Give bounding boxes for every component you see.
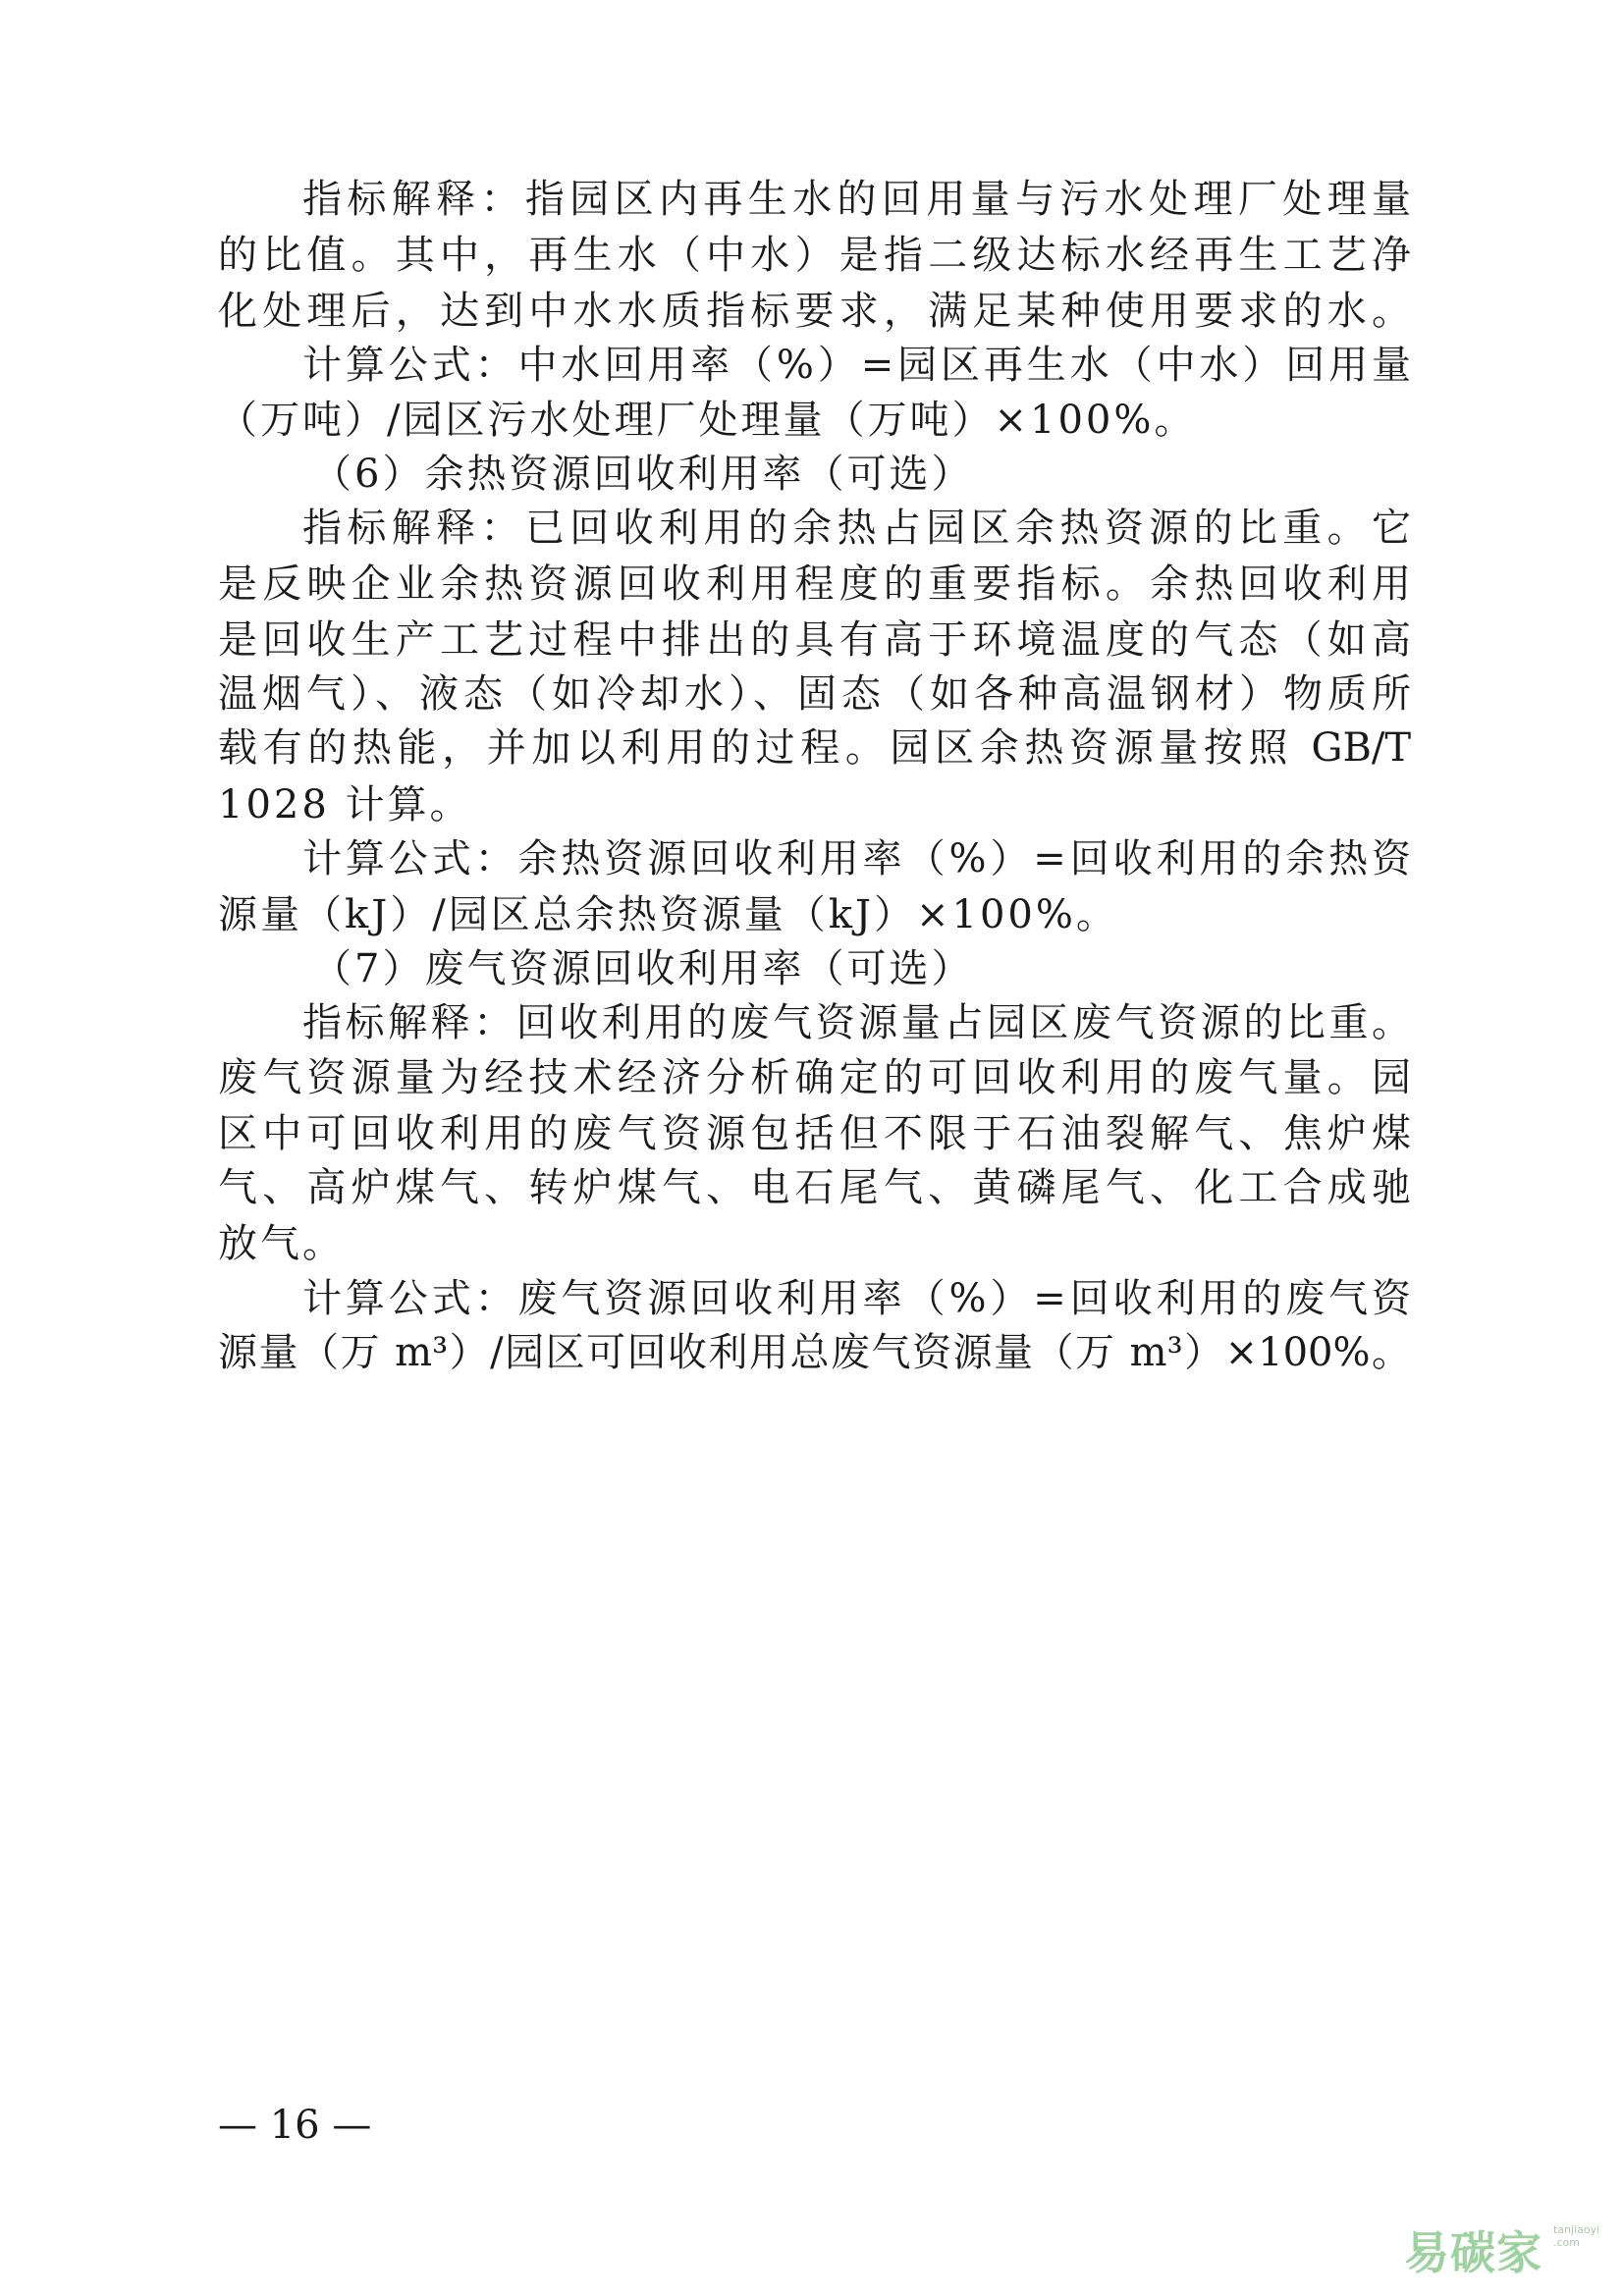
formula-line: （万吨）/园区污水处理厂处理量（万吨）×100%。: [218, 398, 1197, 443]
formula-line: 计算公式：废气资源回收利用率（%）=回收利用的废气资: [302, 1276, 1411, 1321]
paragraph-line: 1028 计算。: [218, 782, 472, 828]
paragraph-line: 是反映企业余热资源回收利用程度的重要指标。余热回收利用: [218, 561, 1411, 607]
section-heading: （6）余热资源回收利用率（可选）: [312, 452, 974, 497]
formula-line: 计算公式：余热资源回收利用率（%）=回收利用的余热资: [302, 836, 1411, 881]
paragraph-line: 区中可回收利用的废气资源包括但不限于石油裂解气、焦炉煤: [218, 1111, 1411, 1156]
paragraph-line: 废气资源量为经技术经济分析确定的可回收利用的废气量。园: [218, 1055, 1411, 1100]
paragraph-line: 指标解释：已回收利用的余热占园区余热资源的比重。它: [302, 506, 1411, 551]
paragraph-line: 指标解释：回收利用的废气资源量占园区废气资源的比重。: [302, 1000, 1411, 1045]
paragraph-line: 温烟气）、液态（如冷却水）、固态（如各种高温钢材）物质所: [218, 671, 1411, 717]
paragraph-line: 的比值。其中，再生水（中水）是指二级达标水经再生工艺净: [218, 233, 1411, 278]
formula-line: 源量（万 m³）/园区可回收利用总废气资源量（万 m³）×100%。: [218, 1330, 1411, 1375]
formula-line: 源量（kJ）/园区总余热资源量（kJ）×100%。: [218, 892, 1118, 937]
watermark-text: 易碳家: [1404, 2226, 1542, 2279]
paragraph-line: 化处理后，达到中水水质指标要求，满足某种使用要求的水。: [218, 289, 1411, 334]
formula-line: 计算公式：中水回用率（%）=园区再生水（中水）回用量: [302, 343, 1411, 388]
paragraph-line: 放气。: [218, 1221, 345, 1266]
page-number: — 16 —: [218, 2103, 372, 2148]
section-heading: （7）废气资源回收利用率（可选）: [312, 946, 974, 991]
paragraph-line: 载有的热能，并加以利用的过程。园区余热资源量按照 GB/T: [218, 725, 1411, 771]
paragraph-line: 指标解释：指园区内再生水的回用量与污水处理厂处理量: [302, 177, 1411, 222]
watermark-logo: [1404, 2214, 1610, 2282]
watermark-subtext: tanjiaoyi .com: [1553, 2223, 1600, 2249]
paragraph-line: 是回收生产工艺过程中排出的具有高于环境温度的气态（如高: [218, 617, 1411, 663]
paragraph-line: 气、高炉煤气、转炉煤气、电石尾气、黄磷尾气、化工合成驰: [218, 1165, 1411, 1210]
